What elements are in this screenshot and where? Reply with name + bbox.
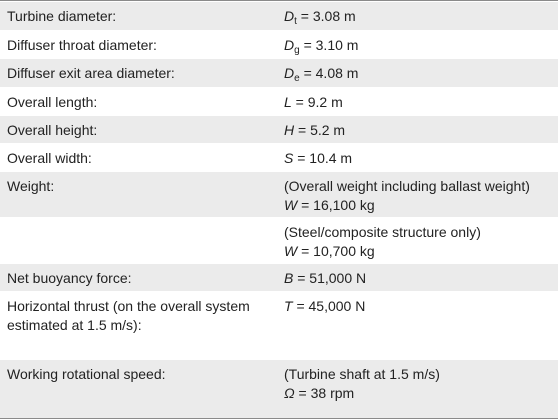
table-row [0, 143, 558, 172]
value-variable: Ω [284, 385, 295, 401]
top-rule [0, 0, 558, 1]
value-variable: B [284, 270, 294, 286]
table-row [0, 87, 558, 116]
row-value [284, 93, 552, 112]
row-label: Net buoyancy force: [7, 270, 132, 286]
value-amount: = 5.2 m [294, 122, 346, 138]
row-value [284, 149, 552, 168]
value-subscript: t [294, 16, 297, 27]
row-label: Diffuser exit area diameter: [7, 65, 175, 81]
value-amount: = 10.4 m [293, 150, 353, 166]
value-subscript: e [294, 73, 300, 84]
row-label: Overall length: [7, 94, 98, 110]
value-line [284, 64, 552, 83]
row-label: Diffuser throat diameter: [7, 37, 157, 53]
value-line [284, 149, 552, 168]
value-variable: D [284, 65, 295, 81]
value-variable: W [284, 243, 298, 259]
value-line [284, 196, 552, 215]
value-line [284, 297, 552, 316]
table-row [0, 2, 558, 30]
row-value [284, 223, 552, 261]
value-variable: D [284, 37, 295, 53]
value-amount: = 38 rpm [294, 385, 355, 401]
value-amount: = 3.08 m [296, 8, 356, 24]
row-label: Overall height: [7, 122, 98, 138]
table-row [0, 115, 558, 144]
value-note: (Overall weight including ballast weight) [284, 178, 530, 194]
value-amount: = 16,100 kg [297, 197, 375, 213]
row-value [284, 365, 552, 403]
value-amount: = 3.10 m [299, 37, 359, 53]
value-variable: S [284, 150, 294, 166]
row-label: Working rotational speed: [7, 366, 166, 382]
value-note: (Steel/composite structure only) [284, 224, 481, 240]
value-note: (Turbine shaft at 1.5 m/s) [284, 366, 440, 382]
value-variable: L [284, 94, 292, 110]
table-row [0, 291, 558, 360]
value-amount: = 45,000 N [292, 298, 366, 314]
table-row [0, 263, 558, 292]
value-variable: T [284, 298, 293, 314]
value-line [284, 7, 552, 26]
row-label: Horizontal thrust (on the overall system estimated at 1.5 m/s): [7, 298, 250, 333]
value-line [284, 242, 552, 261]
value-variable: D [284, 8, 295, 24]
value-line [284, 36, 552, 55]
row-value [284, 269, 552, 288]
row-label: Overall width: [7, 150, 92, 166]
value-variable: W [284, 197, 298, 213]
value-amount: = 51,000 N [293, 270, 367, 286]
table-row [0, 171, 558, 218]
row-value [284, 177, 552, 215]
row-value [284, 7, 552, 26]
row-label: Turbine diameter: [7, 8, 117, 24]
row-label: Weight: [7, 178, 55, 194]
value-line [284, 384, 552, 403]
table-row [0, 359, 558, 418]
value-line [284, 269, 552, 288]
value-line [284, 93, 552, 112]
row-value [284, 121, 552, 140]
table-row [0, 58, 558, 88]
value-subscript: g [294, 45, 300, 56]
table-row [0, 217, 558, 264]
value-amount: = 4.08 m [299, 65, 359, 81]
row-value [284, 297, 552, 316]
row-value [284, 64, 552, 83]
row-value [284, 36, 552, 55]
value-amount: = 10,700 kg [297, 243, 375, 259]
value-line [284, 121, 552, 140]
value-amount: = 9.2 m [291, 94, 343, 110]
value-variable: H [284, 122, 295, 138]
table-row [0, 30, 558, 59]
